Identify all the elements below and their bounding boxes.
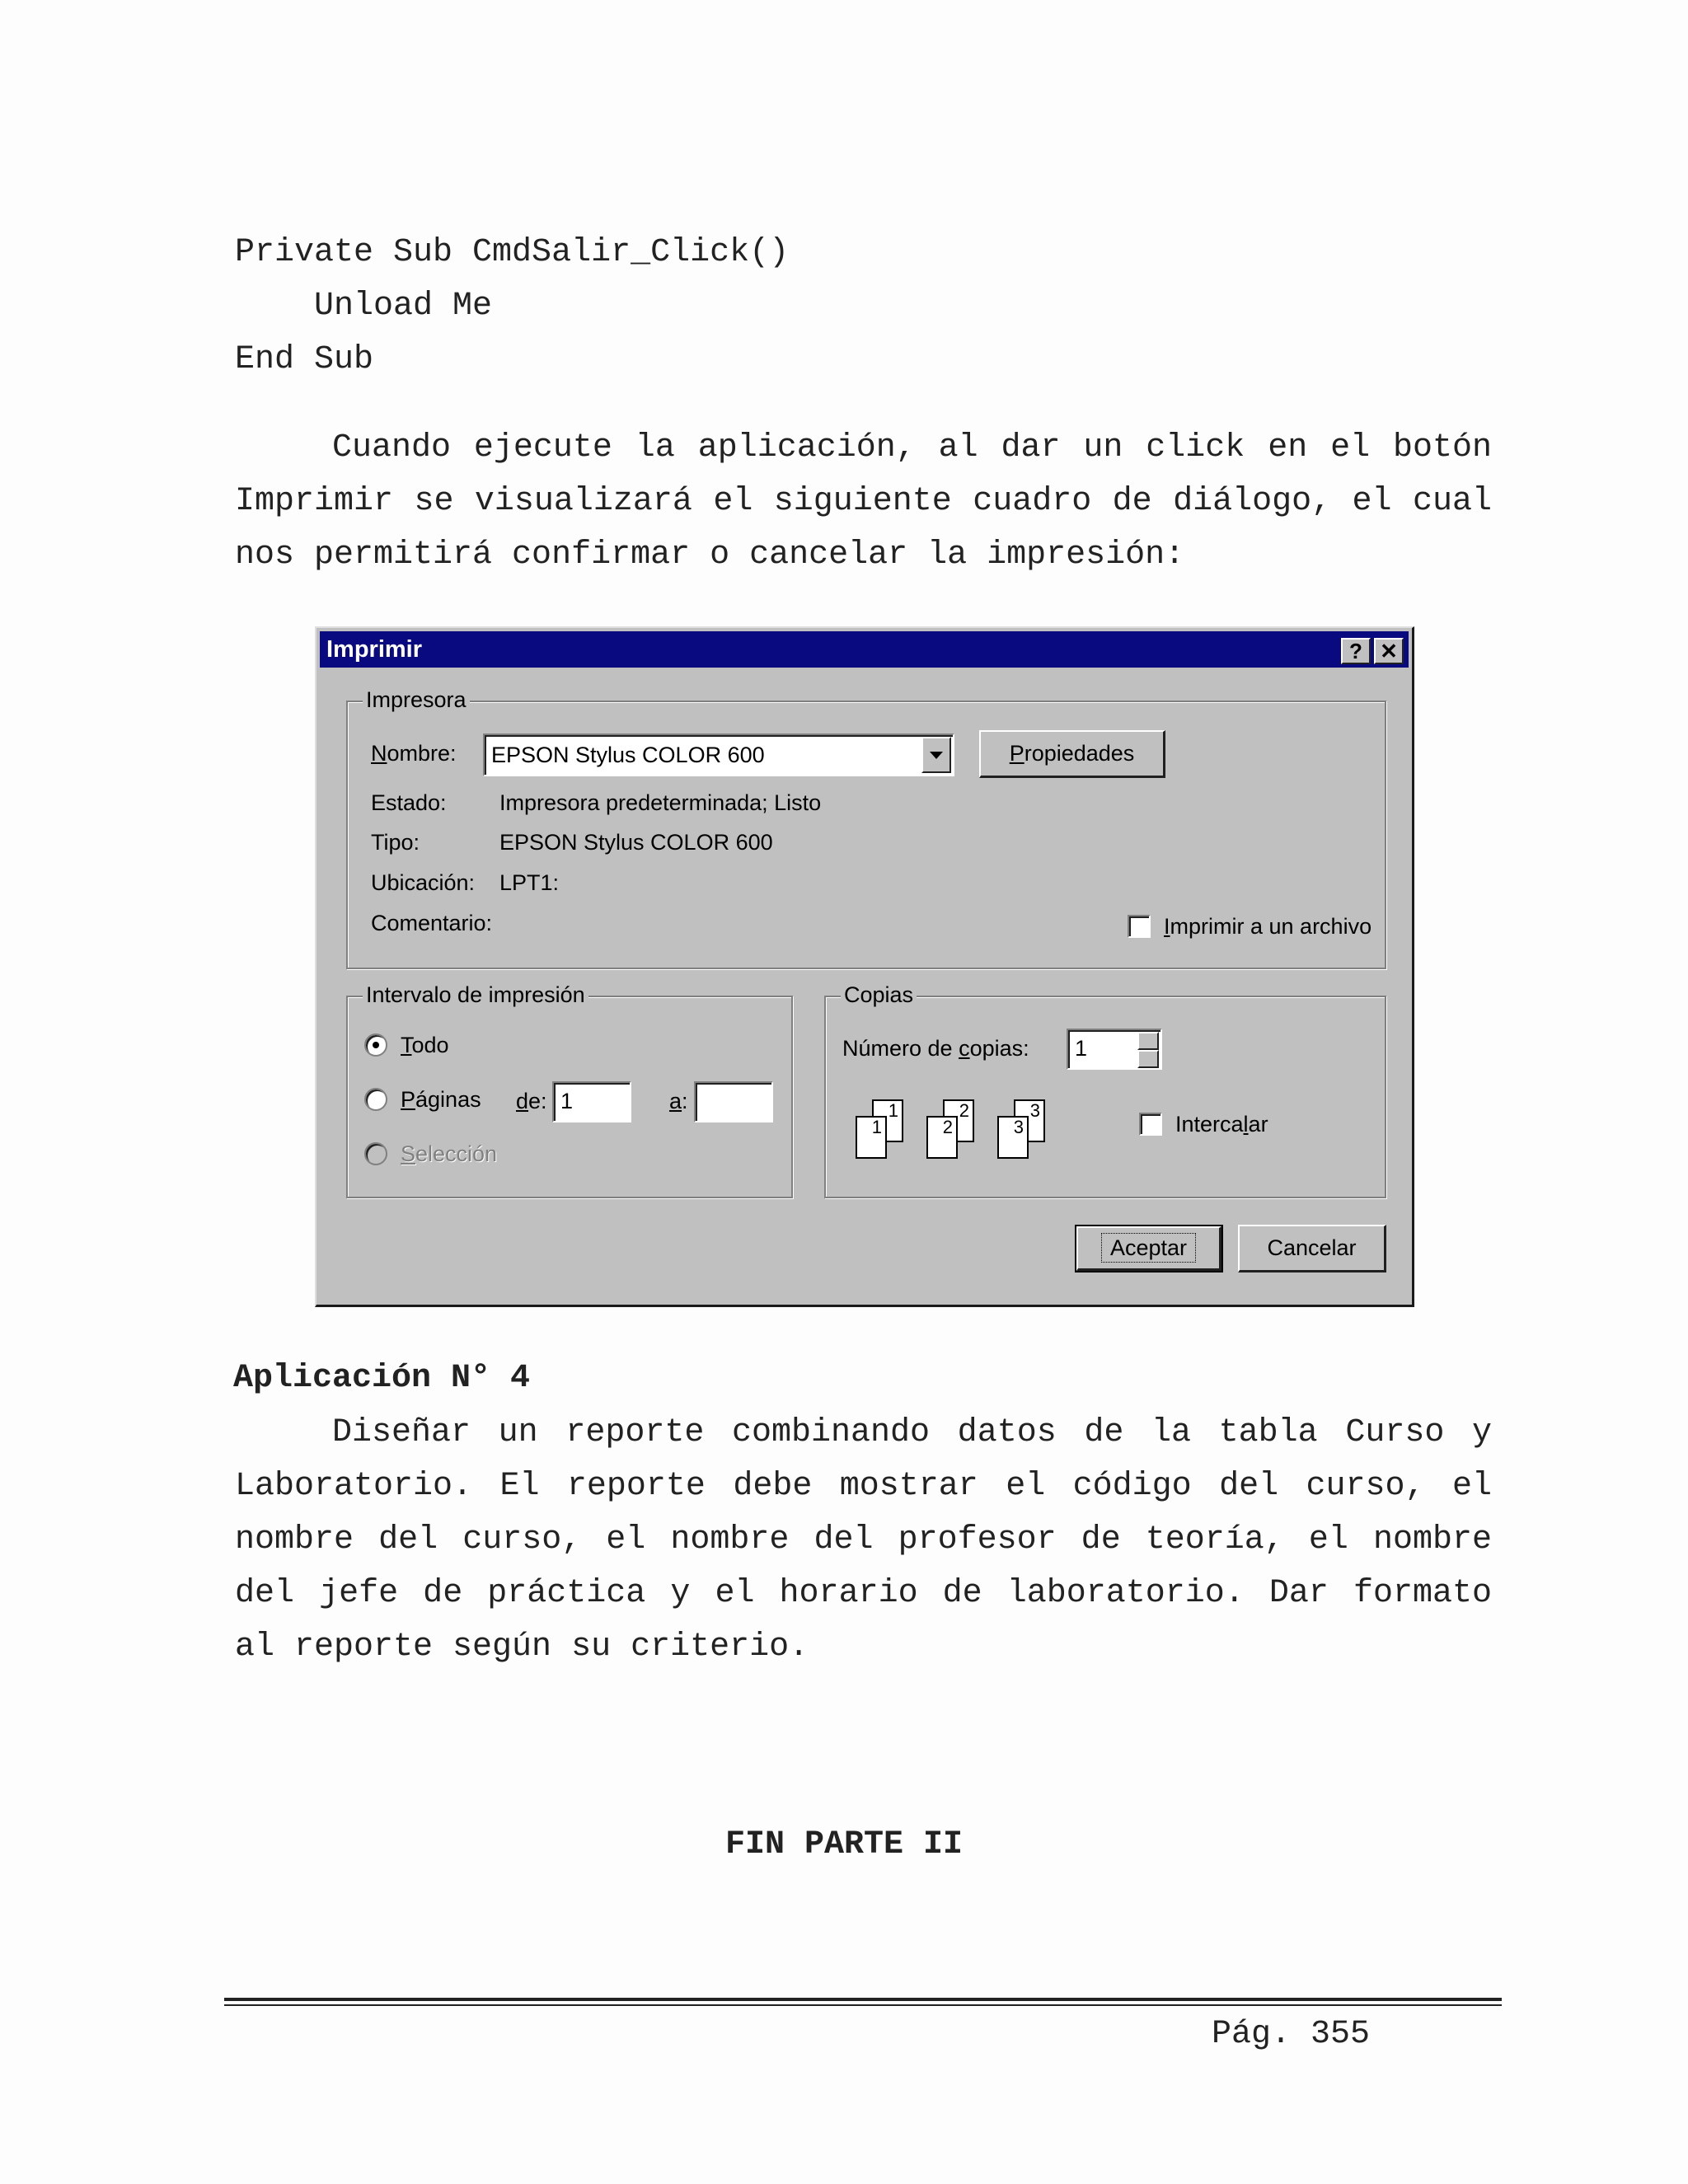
print-dialog xyxy=(315,626,1414,1307)
radio-selected-dot xyxy=(373,1042,379,1048)
spin-up-button[interactable] xyxy=(1137,1032,1159,1050)
imprimir-archivo-checkbox[interactable] xyxy=(1128,915,1151,938)
copias-group xyxy=(824,982,1386,1198)
paginas-label[interactable]: Páginas xyxy=(401,1087,481,1112)
pagina-hasta-input[interactable] xyxy=(694,1081,773,1122)
dialog-title: Imprimir xyxy=(326,636,423,663)
comentario-label: Comentario: xyxy=(371,911,493,935)
page-number: Pág. 355 xyxy=(1212,2016,1371,2053)
page-sheet-front-1: 1 xyxy=(856,1116,887,1159)
app4-line-3: nombre del curso, el nombre del profesor de teoría, el nombre xyxy=(235,1521,1492,1558)
app4-line-5: al reporte según su criterio. xyxy=(235,1629,809,1666)
ubicacion-label: Ubicación: xyxy=(371,870,476,895)
numero-copias-input[interactable]: 1 xyxy=(1067,1029,1162,1070)
a-label: a: xyxy=(669,1089,688,1113)
estado-label: Estado: xyxy=(371,790,447,815)
copias-group-label: Copias xyxy=(841,982,917,1007)
tipo-value: EPSON Stylus COLOR 600 xyxy=(499,830,773,855)
page-sheet-front-3: 3 xyxy=(997,1116,1029,1159)
close-icon: ✕ xyxy=(1380,639,1398,663)
page-sheet-front-2: 2 xyxy=(926,1116,958,1159)
help-icon: ? xyxy=(1349,639,1362,663)
close-button[interactable] xyxy=(1374,638,1404,664)
intercalar-checkbox[interactable] xyxy=(1139,1113,1162,1136)
page-sheet-back-3: 3 xyxy=(1014,1099,1045,1142)
code-line-unload: Unload Me xyxy=(235,288,493,325)
footer-rule-thick xyxy=(224,1998,1502,2001)
radio-paginas[interactable] xyxy=(364,1088,387,1111)
printer-dropdown-button[interactable] xyxy=(921,737,951,773)
code-line-endsub: End Sub xyxy=(235,341,374,378)
aplicacion-heading: Aplicación N° 4 xyxy=(233,1360,531,1397)
impresora-group-label: Impresora xyxy=(363,687,470,712)
intervalo-group-label: Intervalo de impresión xyxy=(363,982,588,1007)
intro-line-3: nos permitirá confirmar o cancelar la impresión: xyxy=(235,537,1185,574)
app4-line-4: del jefe de práctica y el horario de laboratorio. Dar formato xyxy=(235,1575,1492,1612)
cancelar-button[interactable]: Cancelar xyxy=(1238,1225,1386,1272)
aplicacion-paragraph xyxy=(235,1406,1492,1674)
imprimir-archivo-label[interactable]: Imprimir a un archivo xyxy=(1164,914,1372,939)
help-button[interactable] xyxy=(1341,638,1371,664)
dialog-title-bar xyxy=(320,631,1409,668)
todo-label[interactable]: Todo xyxy=(401,1033,449,1057)
printer-name-value: EPSON Stylus COLOR 600 xyxy=(491,743,765,767)
intro-line-2: Imprimir se visualizará el siguiente cuadro de diálogo, el cual xyxy=(235,483,1492,520)
aceptar-button[interactable]: Aceptar xyxy=(1076,1226,1221,1271)
spin-down-button[interactable] xyxy=(1137,1050,1159,1068)
code-line-sub: Private Sub CmdSalir_Click() xyxy=(235,234,790,271)
app4-line-2: Laboratorio. El reporte debe mostrar el código del curso, el xyxy=(235,1468,1492,1505)
printer-name-select[interactable] xyxy=(483,733,954,776)
radio-seleccion xyxy=(364,1142,387,1165)
intercalar-label[interactable]: Intercalar xyxy=(1175,1112,1268,1137)
propiedades-button[interactable]: Propiedades xyxy=(979,730,1165,778)
chevron-down-icon xyxy=(930,752,943,759)
nombre-label: Nombre: xyxy=(371,741,457,766)
app4-line-1: Diseñar un reporte combinando datos de la tabla Curso y xyxy=(332,1414,1492,1451)
numero-copias-label: Número de copias: xyxy=(842,1036,1029,1061)
ubicacion-value: LPT1: xyxy=(499,870,560,895)
tipo-label: Tipo: xyxy=(371,830,420,855)
radio-todo[interactable] xyxy=(364,1033,387,1057)
intro-paragraph xyxy=(235,421,1492,582)
de-label: de: xyxy=(516,1089,547,1113)
intro-line-1: Cuando ejecute la aplicación, al dar un click en el botón xyxy=(332,429,1492,466)
estado-value: Impresora predeterminada; Listo xyxy=(499,790,822,815)
page-sheet-back-1: 1 xyxy=(872,1099,903,1142)
page-sheet-back-2: 2 xyxy=(943,1099,974,1142)
footer-rule-thin xyxy=(224,2004,1502,2006)
seleccion-label: Selección xyxy=(401,1141,498,1166)
pagina-desde-input[interactable]: 1 xyxy=(552,1081,631,1122)
fin-parte: FIN PARTE II xyxy=(724,1826,964,1863)
